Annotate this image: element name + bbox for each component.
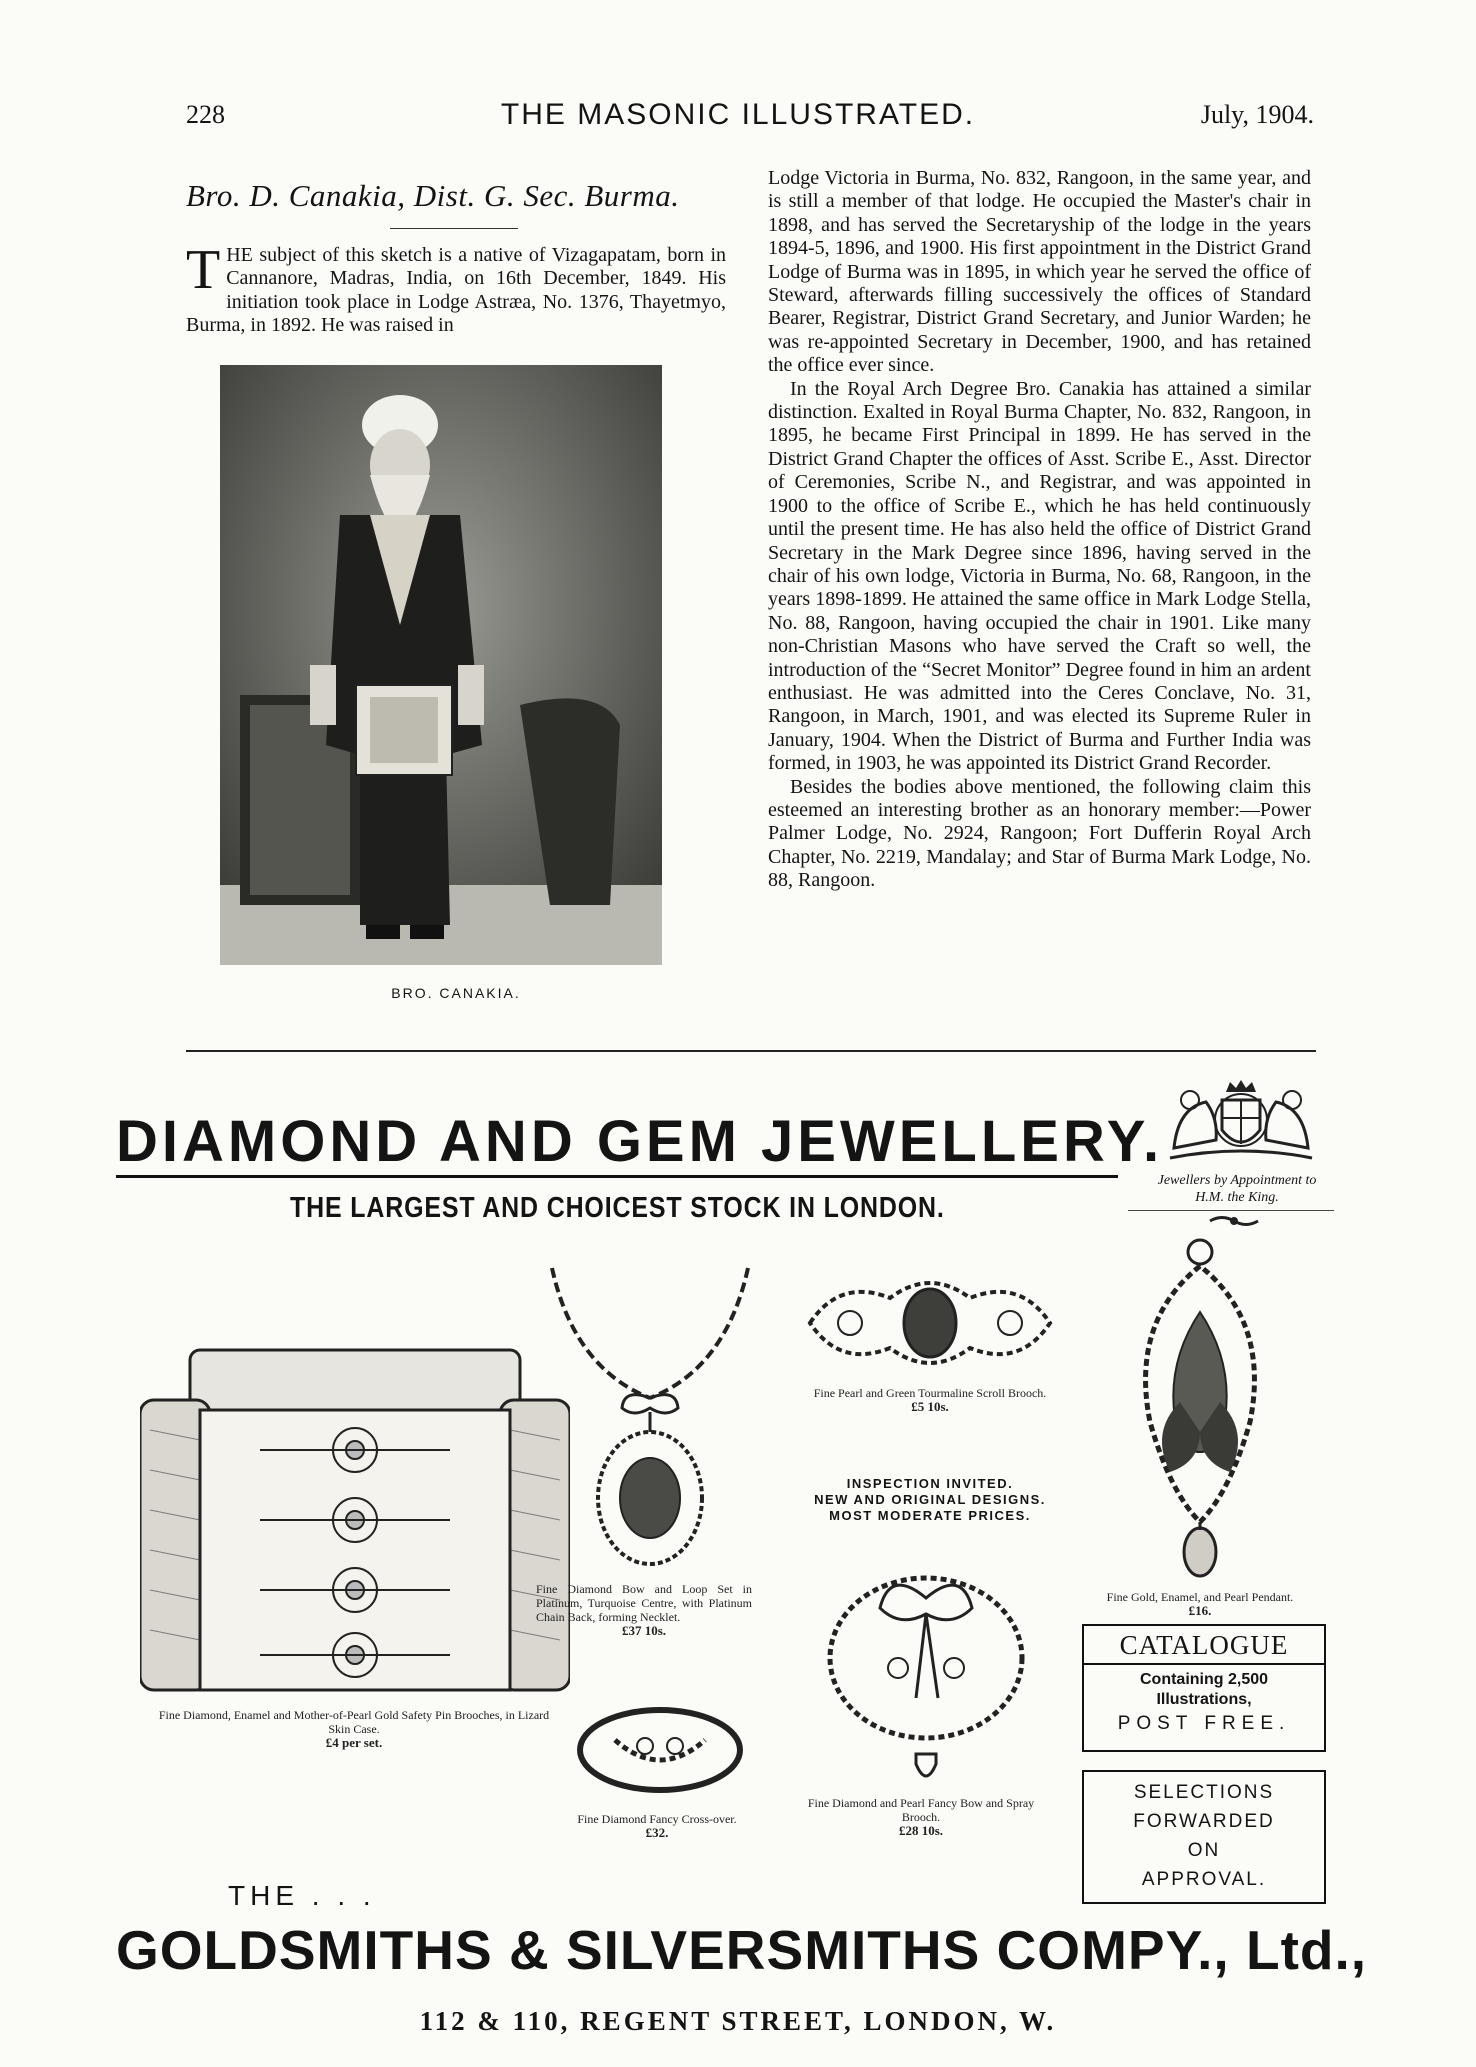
item-description: Fine Diamond Bow and Loop Set in Platinum, Turquoise Centre, with Platinum Chain Back, forming Necklet. [536, 1582, 752, 1624]
article-paragraph: In the Royal Arch Degree Bro. Canakia has attained a similar distinction. Exalted in Royal Burma Chapter, No. 832, Rangoon, in 1895, he became First Principal in 1899. He has served in the District Grand Chapter the offices of Asst. Scribe E., Asst. Director of Ceremonies, Scribe N., and Registrar, and was appointed in 1900 to the office of Scribe E., which he has held continuously until the present time. He has also held the office of District Grand Secretary in the Mark Degree since 1896, having served in the chair of his own lodge, Victoria in Burma, No. 68, Rangoon, in the years 1898-1899. He attained the same office in Mark Lodge Stella, No. 88, Rangoon, having occupied the chair in 1901. Like many non-Christian Masons who have served the Craft so well, the introduction of the “Secret Monitor” Degree found in him an ardent enthusiast. He was admitted into the Ceres Conclave, No. 31, Rangoon, in March, 1901, and was elected its Supreme Ruler in January, 1904. When the District of Burma and Further India was formed, in 1903, he was appointed its District Grand Recorder. [768, 377, 1311, 775]
inspection-line: NEW AND ORIGINAL DESIGNS. [814, 1492, 1046, 1507]
company-name: GOLDSMITHS & SILVERSMITHS COMPY., Ltd., [116, 1919, 1368, 1981]
company-prefix: THE . . . [228, 1880, 376, 1911]
item-price: £37 10s. [621, 1623, 667, 1638]
section-divider [186, 1050, 1316, 1052]
article-paragraph: Besides the bodies above mentioned, the following claim this esteemed an interesting brother as an honorary member:—Power Palmer Lodge, No. 2924, Rangoon; Fort Dufferin Royal Arch Chapter, No. 2219, Mandalay; and Star of Burma Mark Lodge, No. 88, Rangoon. [768, 775, 1311, 892]
item-description: Fine Diamond Fancy Cross-over. [577, 1812, 737, 1826]
article-column-left [186, 239, 726, 338]
catalogue-box [1082, 1624, 1326, 1752]
article-lead-paragraph [186, 239, 726, 338]
cross-over-ring-illustration [575, 1700, 745, 1800]
item-price: £5 10s. [911, 1399, 949, 1414]
issue-date: July, 1904. [1200, 100, 1314, 129]
ad-headline: DIAMOND AND GEM JEWELLERY. [116, 1109, 1164, 1174]
scroll-brooch-illustration [800, 1268, 1060, 1378]
royal-warrant-text [1106, 1172, 1368, 1206]
warrant-rule [1128, 1210, 1334, 1211]
necklace-illustration [534, 1258, 766, 1580]
inspection-line: MOST MODERATE PRICES. [829, 1508, 1031, 1523]
ad-subheadline: THE LARGEST AND CHOICEST STOCK IN LONDON. [290, 1192, 945, 1224]
bow-spray-brooch-illustration [820, 1568, 1032, 1792]
catalogue-line: POST FREE. [1117, 1713, 1291, 1734]
item-price: £32. [645, 1825, 669, 1840]
page-number: 228 [186, 100, 225, 129]
item-description: Fine Pearl and Green Tourmaline Scroll Brooch. [813, 1386, 1047, 1400]
company-address: 112 & 110, REGENT STREET, LONDON, W. [419, 2006, 1057, 2036]
selections-line: FORWARDED [1133, 1811, 1275, 1832]
portrait-caption: BRO. CANAKIA. [391, 985, 521, 1001]
inspection-line: INSPECTION INVITED. [846, 1476, 1014, 1491]
necklace-caption [536, 1582, 752, 1638]
item-price: £16. [1188, 1603, 1212, 1618]
portrait-photograph [220, 365, 662, 965]
spray-brooch-caption [806, 1796, 1036, 1838]
pendant-caption [1070, 1590, 1330, 1618]
title-rule [390, 228, 518, 229]
article-paragraph: Lodge Victoria in Burma, No. 832, Rangoon, in the same year, and is still a member of that lodge. He occupied the Master's chair in 1898, and has served the Secretaryship of the lodge in the years 1894-5, 1896, and 1900. His first appointment in the District Grand Lodge of Burma was in 1895, in which year he served the office of Steward, afterwards filling successively the offices of Standard Bearer, Registrar, District Grand Secretary, and Junior Warden; he was re-appointed Secretary in December, 1900, and has retained the office ever since. [768, 167, 1311, 377]
catalogue-line: Containing 2,500 [1139, 1671, 1269, 1688]
item-description: Fine Diamond and Pearl Fancy Bow and Spray Brooch. [807, 1796, 1035, 1824]
ring-caption [572, 1812, 742, 1840]
article-title: Bro. D. Canakia, Dist. G. Sec. Burma. [186, 178, 680, 213]
royal-coat-of-arms-icon [1160, 1078, 1322, 1164]
lead-paragraph-text: HE subject of this sketch is a native of Vizagapatam, born in Cannanore, Madras, India, on 16th December, 1849. His initiation took place in Lodge Astræa, No. 1376, Thayetmyo, Burma, in 1892. He was raised in [186, 244, 726, 337]
scroll-brooch-caption [800, 1386, 1060, 1414]
ad-headline-rule [116, 1175, 1118, 1178]
publication-masthead: THE MASONIC ILLUSTRATED. [500, 98, 976, 131]
warrant-line: H.M. the King. [1195, 1190, 1279, 1205]
selections-line: SELECTIONS [1133, 1782, 1275, 1803]
warrant-line: Jewellers by Appointment to [1157, 1173, 1317, 1188]
drop-cap: T [186, 239, 221, 301]
ornament-icon [1208, 1214, 1260, 1228]
catalogue-title: CATALOGUE [1084, 1630, 1324, 1665]
selections-box [1082, 1770, 1326, 1904]
pendant-illustration [1110, 1232, 1290, 1584]
inspection-notice [790, 1476, 1070, 1524]
item-description: Fine Diamond, Enamel and Mother-of-Pearl Gold Safety Pin Brooches, in Lizard Skin Case. [158, 1708, 550, 1736]
item-description: Fine Gold, Enamel, and Pearl Pendant. [1106, 1590, 1294, 1604]
item-price: £4 per set. [325, 1735, 383, 1750]
safety-pin-case-illustration [140, 1330, 570, 1702]
catalogue-line: Illustrations, [1156, 1691, 1252, 1708]
item-price: £28 10s. [898, 1823, 944, 1838]
selections-line: APPROVAL. [1141, 1869, 1267, 1890]
case-caption [154, 1708, 554, 1750]
article-column-right [768, 167, 1311, 893]
selections-line: ON [1187, 1840, 1221, 1861]
